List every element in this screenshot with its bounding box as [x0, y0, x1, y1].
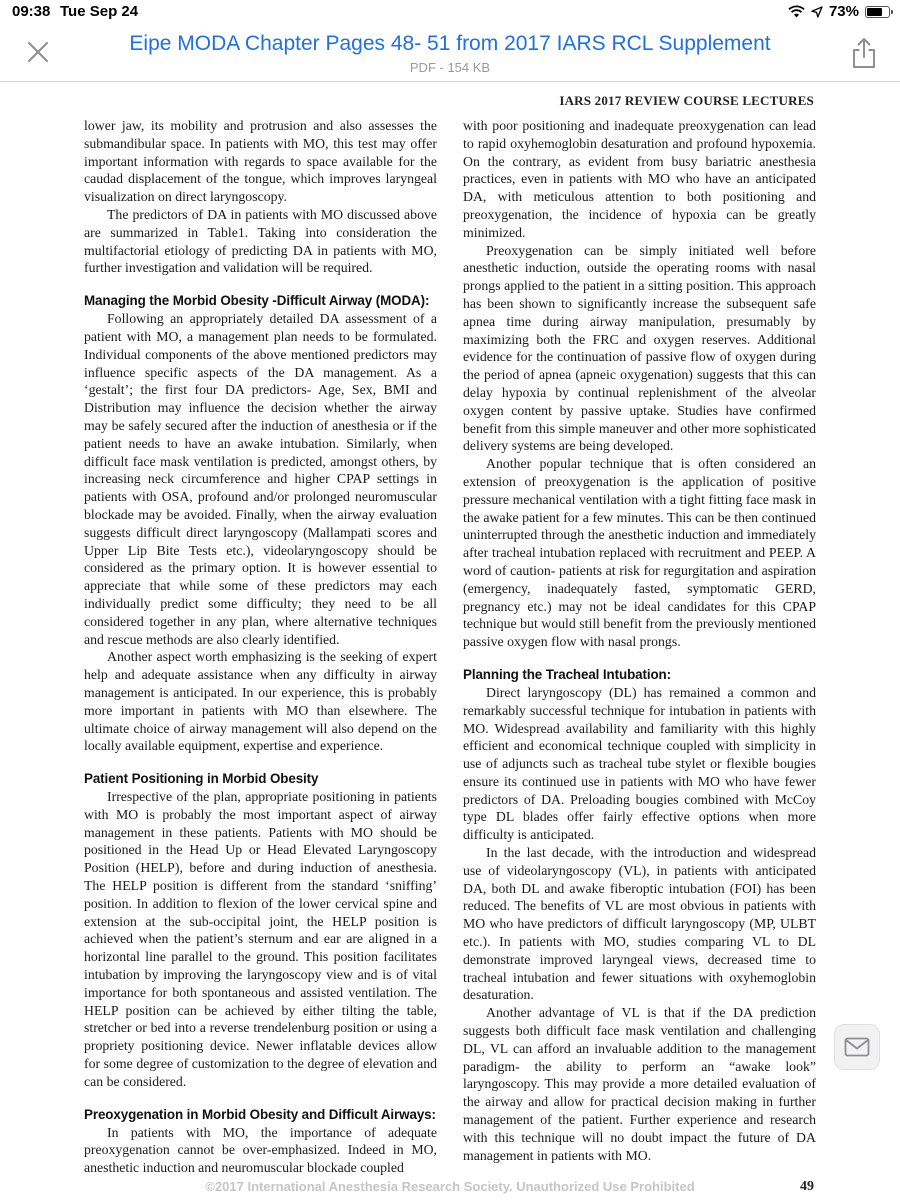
battery-fill: [867, 8, 882, 16]
paragraph: Another popular technique that is often considered an extension of preoxygenation is the application of positive pressure mechanical ventilation with a tight fitting face mask in the awake patient for a few minutes. This can be then continued uninterrupted through the anesthetic induction and immediately after tracheal intubation replaced with recruitment and PEEP. A word of caution- patients at risk for regurgitation and aspiration (emergency, inadequately fasted, symptomatic GERD, pregnancy etc.) may not be ideal candidates for this CPAP technique but would still benefit from the previously mentioned passive oxygen flow with nasal prongs.: [463, 456, 816, 650]
battery-icon: [865, 6, 890, 18]
document-header: [0, 24, 900, 82]
section-heading-preoxygenation: Preoxygenation in Morbid Obesity and Difficult Airways:: [84, 1106, 436, 1122]
right-column: [463, 117, 816, 1164]
section-heading-intubation: Planning the Tracheal Intubation:: [463, 666, 671, 682]
status-indicators: [788, 3, 890, 20]
document-subtitle: PDF - 154 KB: [409, 60, 491, 75]
copyright-footer: ©2017 International Anesthesia Research Society. Unauthorized Use Prohibited: [205, 1179, 695, 1194]
section-heading-moda: Managing the Morbid Obesity -Difficult Airway (MODA):: [84, 293, 430, 309]
left-column: [84, 117, 437, 1177]
paragraph: Another advantage of VL is that if the DA prediction suggests both difficult face mask ventilation and challenging DL, VL can afford an invaluable addition to the management paradigm- the ability to perform an “awake look” laryngoscopy. This may provide a more detailed evaluation of the airway and allow for practical decision making in further management of the patient. Further experience and research with this technique will no doubt impact the future of DA management in patients with MO.: [463, 1005, 816, 1163]
paragraph: The predictors of DA in patients with MO discussed above are summarized in Table1. Taking into consideration the multifactorial etiology of predicting DA in patients with MO, further investigation and validation will be required.: [84, 206, 437, 276]
mail-button[interactable]: [834, 1024, 880, 1070]
paragraph: Following an appropriately detailed DA assessment of a patient with MO, a management plan needs to be formulated. Individual components of the above mentioned predictors may influence specific aspects of the DA management. As a ‘gestalt’; the first four DA predictors- Age, Sex, BMI and Distribution may influence the decision whether the airway may be safely secured after the induction of anesthesia or if the patient needs to have an awake intubation. Similarly, when difficult face mask ventilation is predicted, amongst others, by increasing neck circumference and higher CPAP settings in patients with OSA, profound and/or prolonged neuromuscular blockade may be avoided. Finally, when the airway evaluation suggests difficult direct laryngoscopy (Mallampati scores and Upper Lip Bite Tests etc.), videolaryngoscopy should be considered as the primary option. It is however essential to appreciate that while some of these predictors may each individually predict some difficulty; they need to be all considered together in any plan, where alternative techniques and rescue methods are also clearly identified.: [84, 311, 437, 647]
pdf-page[interactable]: [0, 83, 900, 1200]
status-time: 09:38: [12, 3, 51, 20]
running-head: IARS 2017 REVIEW COURSE LECTURES: [559, 93, 814, 108]
paragraph: Irrespective of the plan, appropriate positioning in patients with MO is probably the most important aspect of airway management in these patients. Patients with MO should be positioned in the Head Up or Head Elevated Laryngoscopy Position (HELP), before and during induction of anesthesia. The HELP position is different from the standard ‘sniffing’ position. In addition to flexion of the lower cervical spine and extension at the sub-occipital joint, the HELP position is achieved when the patient’s sternum and ear are aligned in a horizontal line parallel to the ground. This position facilitates intubation by improving the laryngoscopy view and is of vital importance for both spontaneous and assisted ventilation. The HELP position can be achieved by either tilting the table, stretcher or bed into a reverse trendelenburg position or using a propriety positioning device. Newer inflatable devices allow for some degree of customization to the degree of elevation and can be considered.: [84, 789, 437, 1089]
status-date: Tue Sep 24: [60, 3, 139, 20]
share-icon: [850, 36, 878, 70]
page-number: 49: [800, 1179, 814, 1194]
status-bar: [0, 0, 900, 24]
document-title: Eipe MODA Chapter Pages 48- 51 from 2017 IARS RCL Supplement: [129, 32, 771, 55]
close-icon: [24, 38, 52, 66]
wifi-icon: [788, 5, 805, 18]
paragraph: In the last decade, with the introduction and widespread use of videolaryngoscopy (VL), in patients with anticipated DA, both DL and awake fiberoptic intubation (FOI) has been reduced. The benefits of VL are most obvious in patients with MO who have predictors of difficult laryngoscopy (MP, ULBT etc.). In patients with MO, studies comparing VL to DL demonstrate improved laryngeal views, decreased time to tracheal intubation and fewer situations with oxyhemoglobin desaturation.: [463, 845, 816, 1003]
paragraph: with poor positioning and inadequate preoxygenation can lead to rapid oxyhemoglobin desaturation and profound hypoxemia. On the contrary, as evident from busy bariatric anesthesia practices, even in patients with MO who have an anticipated DA, with meticulous attention to both positioning and preoxygenation, the incidence of hypoxia can be greatly minimized.: [463, 118, 816, 240]
paragraph: In patients with MO, the importance of adequate preoxygenation cannot be over-emphasized. Indeed in MO, anesthetic induction and neuromuscular blockade coupled: [84, 1124, 437, 1176]
paragraph: Preoxygenation can be simply initiated well before anesthetic induction, outside the operating rooms with nasal prongs applied to the patient in a sitting position. This approach has been shown to significantly increase the subsequent safe apnea time during airway manipulation, presumably by maximizing both the FRC and oxygen reserves. Additional evidence for the continuation of passive flow of oxygen during the period of apnea (apneic oxygenation) suggests that this can delay hypoxia by continual replenishment of the alveolar oxygen content by passive uptake. Studies have confirmed benefit from this simple maneuver and other more sophisticated delivery systems are being developed.: [463, 242, 816, 454]
section-heading-positioning: Patient Positioning in Morbid Obesity: [84, 771, 319, 787]
location-arrow-icon: [811, 6, 823, 18]
battery-percent: 73%: [828, 3, 859, 20]
close-button[interactable]: [24, 38, 52, 66]
share-button[interactable]: [850, 36, 878, 70]
paragraph: lower jaw, its mobility and protrusion and also assesses the submandibular space. In patients with MO, this test may offer important information with regards to space available for the caudad displacement of the tongue, which improves laryngeal visualization on direct laryngoscopy.: [84, 118, 437, 205]
mail-icon: [844, 1037, 870, 1057]
paragraph: Direct laryngoscopy (DL) has remained a common and remarkably successful technique for intubation in patients with MO. Widespread availability and familiarity with this highly efficient and economical technique coupled with simplicity in use of adjuncts such as tracheal tube stylet or flexible bougies ensure its continued use in patients with MO who have fewer predictors of DA. Preloading bougies combined with McCoy type DL blades offer fairly effective options when more difficulty is anticipated.: [463, 684, 816, 843]
paragraph: Another aspect worth emphasizing is the seeking of expert help and adequate assistance when any difficulty in airway management is anticipated. In our experience, this is probably more important in patients with MO than elsewhere. The ultimate choice of airway management will also depend on the locally available equipment, expertise and experience.: [84, 649, 437, 754]
